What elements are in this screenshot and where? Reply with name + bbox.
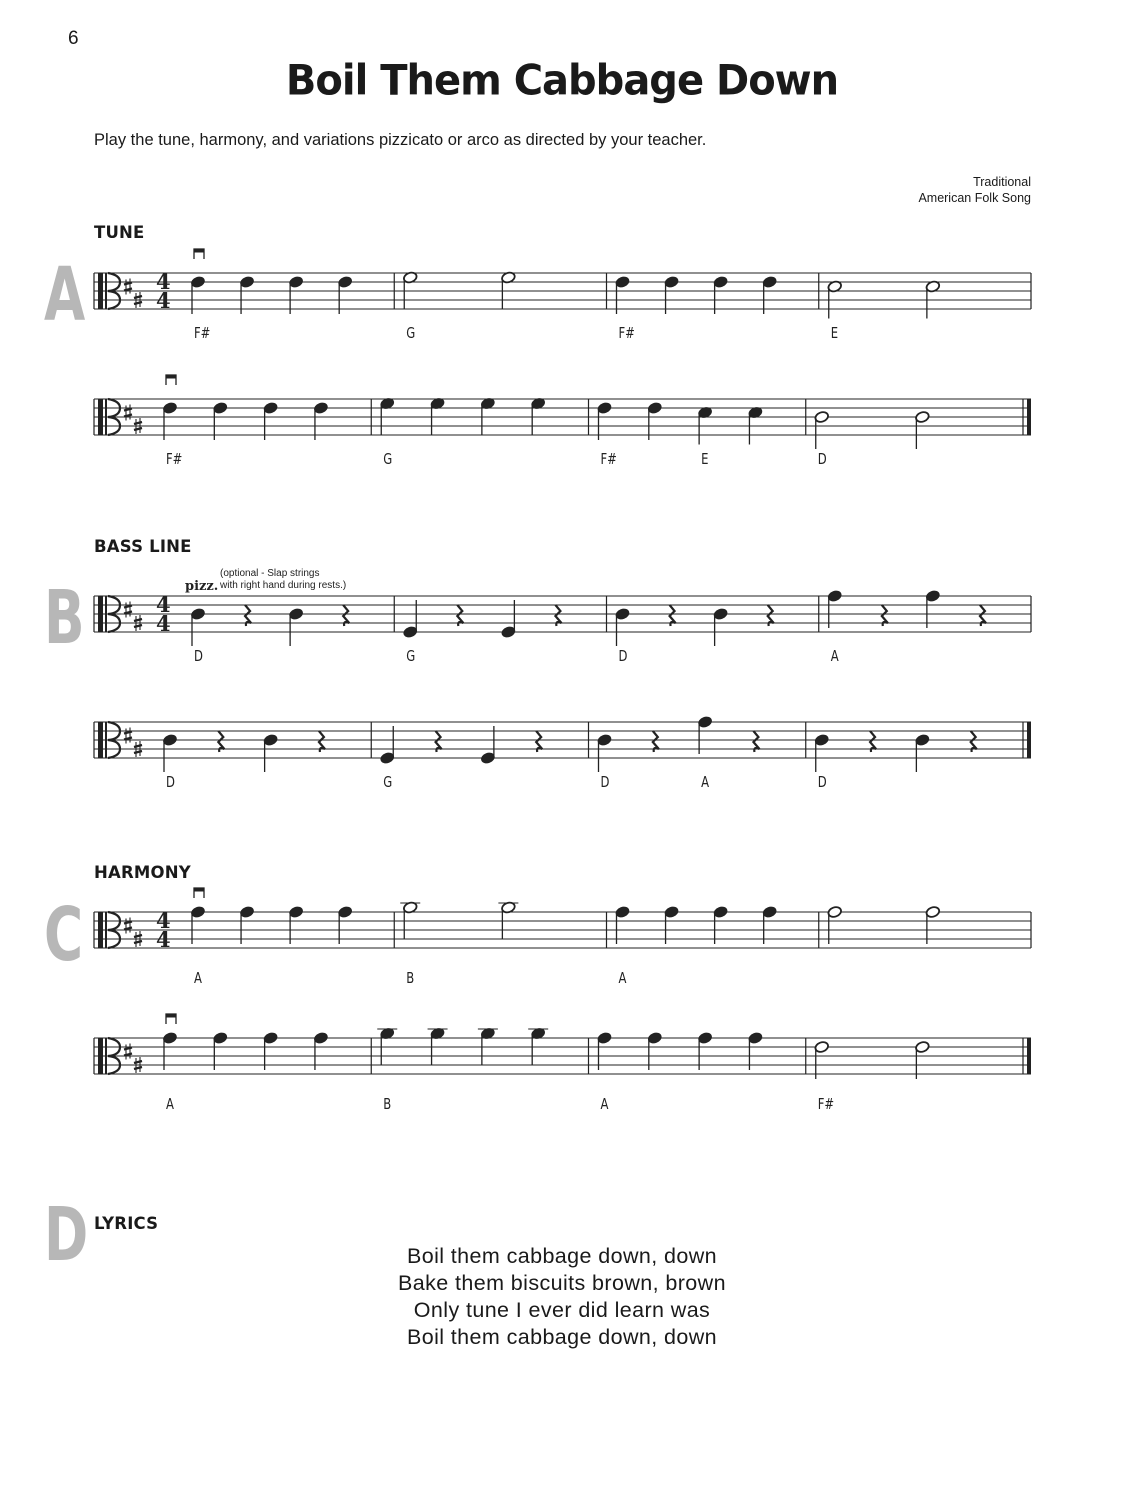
quarter-note [664,905,679,944]
chord-symbol: G [406,325,416,343]
chord-symbol: A [166,1096,174,1114]
chord-symbol: D [166,774,175,792]
sharp-sign [124,279,132,295]
quarter-rest [653,731,659,752]
half-note [925,280,940,319]
quarter-note [647,1031,662,1070]
lyric-line: Bake them biscuits brown, brown [398,1271,726,1295]
section-letter-a: A [44,252,86,338]
sharp-sign [124,602,132,618]
quarter-note [213,401,228,440]
section-label-lyrics: LYRICS [94,1214,159,1233]
sharp-bar [134,302,142,304]
quarter-rest [457,605,463,626]
chord-symbol: E [701,451,709,469]
sharp-bar [124,606,132,608]
staff [94,888,1031,987]
quarter-note [827,589,842,628]
quarter-note [713,607,728,646]
quarter-note [162,733,177,772]
quarter-note [615,275,630,314]
slap-annotation-line: with right hand during rests.) [220,580,347,591]
chord-symbol: F# [166,451,183,469]
alto-clef-bar [98,1038,103,1074]
lyric-line: Boil them cabbage down, down [406,1244,717,1268]
quarter-rest [768,605,774,626]
quarter-note [615,905,630,944]
instructions-text: Play the tune, harmony, and variations pizzicato or arco as directed by your teacher. [94,131,707,149]
quarter-note [748,1031,763,1070]
quarter-note [162,401,177,440]
quarter-note [480,397,495,436]
alto-clef-bar [98,399,103,435]
quarter-note [915,733,930,772]
quarter-note [313,401,328,440]
sharp-sign [124,405,132,421]
quarter-rest [218,731,224,752]
chord-symbol: F# [618,325,635,343]
sharp-bar [134,935,142,937]
quarter-rest [319,731,325,752]
quarter-note [430,397,445,436]
quarter-rest [980,605,986,626]
section-label-bass-line: BASS LINE [94,537,192,556]
chord-symbol: A [600,1096,609,1114]
quarter-note [697,715,712,754]
quarter-rest [870,731,876,752]
half-note [827,905,842,944]
sharp-bar [134,619,142,621]
chord-symbol: D [194,648,203,666]
quarter-rest [555,605,561,626]
sharp-bar [124,283,132,285]
barline-final-thick [1027,722,1031,758]
staff [94,375,1031,468]
sharp-bar [124,612,132,614]
time-signature-bottom: 4 [156,288,171,313]
chord-symbol: A [194,970,202,988]
sharp-bar [134,625,142,627]
sharp-sign [124,728,132,744]
alto-clef-line [105,722,107,758]
sharp-bar [124,415,132,417]
half-note [925,905,940,944]
chord-symbol: D [817,774,827,792]
quarter-note [338,275,353,314]
quarter-note [597,1031,612,1070]
quarter-note [428,1027,448,1066]
quarter-note [288,607,303,646]
page-number: 6 [68,28,79,49]
alto-clef-line [105,596,107,632]
alto-clef-bar [98,273,103,309]
time-signature-top: 4 [156,592,171,617]
quarter-note [480,726,495,765]
sharp-bar [124,1048,132,1050]
page-title: Boil Them Cabbage Down [285,56,839,106]
sharp-bar [134,422,142,424]
quarter-note [403,600,418,639]
chord-symbol: A [830,648,839,666]
chord-symbol: A [701,774,710,792]
lyrics-block [0,1243,1124,1351]
alto-clef-bar [98,596,103,632]
half-note [498,901,518,940]
quarter-note [597,401,612,440]
chord-symbol: F# [194,325,211,343]
quarter-rest [343,605,349,626]
sharp-bar [134,1061,142,1063]
chord-symbol: A [618,970,627,988]
quarter-note [239,905,254,944]
quarter-note [190,607,205,646]
down-bow-mark-bar [166,375,176,379]
quarter-rest [882,605,888,626]
sharp-bar [124,738,132,740]
barline-final-thick [1027,399,1031,435]
half-note [400,901,420,940]
credit-line-2: American Folk Song [918,191,1031,205]
half-note [814,1040,829,1079]
quarter-note [162,1031,177,1070]
quarter-rest [245,605,251,626]
quarter-note [615,607,630,646]
quarter-rest [670,605,676,626]
half-note [915,1040,930,1079]
quarter-note [531,397,546,436]
down-bow-mark-bar [166,1014,176,1018]
quarter-note [478,1027,498,1066]
sharp-bar [124,928,132,930]
quarter-note [288,905,303,944]
pizz-marking: pizz. [185,579,219,594]
quarter-note [528,1027,548,1066]
quarter-note [762,275,777,314]
quarter-note [713,905,728,944]
half-note [915,410,930,449]
sharp-bar [124,289,132,291]
quarter-note [713,275,728,314]
quarter-note [239,275,254,314]
quarter-note [814,733,829,772]
chord-symbol: F# [817,1096,835,1114]
sharp-bar [134,428,142,430]
section-letter-b: B [44,575,85,661]
alto-clef-bar [98,722,103,758]
quarter-note [263,401,278,440]
quarter-note [190,905,205,944]
quarter-note [501,600,516,639]
quarter-rest [536,731,542,752]
quarter-note [664,275,679,314]
quarter-note [647,401,662,440]
chord-symbol: D [817,451,827,469]
half-note [814,410,829,449]
section-letter-c: C [44,892,84,978]
lyric-line: Only tune I ever did learn was [413,1298,711,1322]
time-signature-top: 4 [156,269,171,294]
quarter-note [697,1031,712,1070]
chord-symbol: G [383,451,393,469]
chord-symbol: G [383,774,393,792]
section-label-harmony: HARMONY [94,863,191,882]
half-note [501,271,516,310]
staff [94,1014,1031,1113]
quarter-note [380,726,395,765]
quarter-note [288,275,303,314]
quarter-rest [436,731,442,752]
section-letter-d: D [44,1192,89,1278]
sharp-bar [134,751,142,753]
section-label-tune: TUNE [94,223,145,242]
quarter-note [263,1031,278,1070]
alto-clef-line [105,273,107,309]
sharp-bar [124,732,132,734]
quarter-note [925,589,940,628]
quarter-note [762,905,777,944]
quarter-note [697,406,712,445]
quarter-note [748,406,763,445]
alto-clef-line [105,912,107,948]
alto-clef-line [105,1038,107,1074]
quarter-note [190,275,205,314]
sharp-sign [124,1044,132,1060]
down-bow-mark-bar [194,249,204,253]
staff [94,249,1031,342]
alto-clef-bar [98,912,103,948]
chord-symbol: E [830,325,839,343]
chord-symbol: D [618,648,628,666]
down-bow-mark-bar [194,888,204,892]
quarter-note [213,1031,228,1070]
quarter-note [338,905,353,944]
sharp-bar [134,1067,142,1069]
half-note [403,271,418,310]
chord-symbol: F# [600,451,617,469]
staff [94,715,1031,791]
sharp-bar [124,922,132,924]
sharp-sign [124,918,132,934]
quarter-note [597,733,612,772]
staff [94,568,1031,665]
quarter-note [380,397,395,436]
lyric-line: Boil them cabbage down, down [406,1325,717,1349]
credit-line-1: Traditional [973,175,1031,189]
chord-symbol: B [406,970,415,988]
sharp-bar [124,409,132,411]
barline-final-thick [1027,1038,1031,1074]
quarter-note [377,1027,397,1066]
chord-symbol: B [383,1096,392,1114]
sharp-bar [134,941,142,943]
sharp-bar [134,296,142,298]
sharp-bar [134,745,142,747]
quarter-rest [753,731,759,752]
slap-annotation-line: (optional - Slap strings [220,568,320,579]
quarter-rest [971,731,977,752]
quarter-note [263,733,278,772]
time-signature-top: 4 [156,908,171,933]
half-note [827,280,842,319]
chord-symbol: D [600,774,610,792]
quarter-note [313,1031,328,1070]
sharp-bar [124,1054,132,1056]
chord-symbol: G [406,648,416,666]
alto-clef-line [105,399,107,435]
time-signature-bottom: 4 [156,927,171,952]
time-signature-bottom: 4 [156,611,171,636]
